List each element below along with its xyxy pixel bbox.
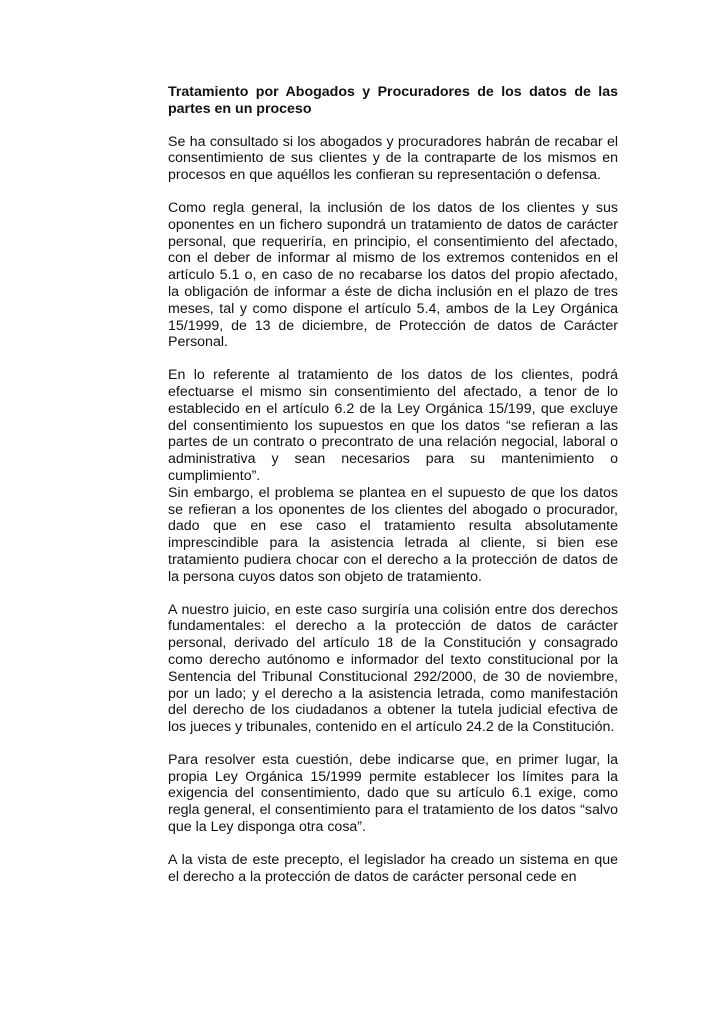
paragraph-1: Se ha consultado si los abogados y procuradores habrán de recabar el consentimiento de sus clientes y de la contraparte de los mismos en procesos en que aquéllos les confieran su representación o defensa.	[168, 133, 618, 184]
paragraph-3: En lo referente al tratamiento de los datos de los clientes, podrá efectuarse el mismo sin consentimiento del afectado, a tenor de lo establecido en el artículo 6.2 de la Ley Orgánica 15/199, que excluye del consentimiento los supuestos en que los datos “se refieran a las partes de un contrato o precontrato de una relación negocial, laboral o administrativa y sean necesarios para su mantenimiento o cumplimiento”.	[168, 367, 618, 484]
paragraph-7: A la vista de este precepto, el legislador ha creado un sistema en que el derecho a la protección de datos de carácter personal cede en	[168, 851, 618, 885]
document-page	[168, 84, 618, 901]
paragraph-6: Para resolver esta cuestión, debe indicarse que, en primer lugar, la propia Ley Orgánica 15/1999 permite establecer los límites para la exigencia del consentimiento, dado que su artículo 6.1 exige, como regla general, el consentimiento para el tratamiento de los datos “salvo que la Ley disponga otra cosa”.	[168, 751, 618, 836]
paragraph-4: Sin embargo, el problema se plantea en el supuesto de que los datos se refieran a los oponentes de los clientes del abogado o procurador, dado que en ese caso el tratamiento resulta absolutamente imprescindible para la asistencia letrada al cliente, si bien ese tratamiento pudiera chocar con el derecho a la protección de datos de la persona cuyos datos son objeto de tratamiento.	[168, 484, 618, 585]
paragraph-2: Como regla general, la inclusión de los datos de los clientes y sus oponentes en un fichero supondrá un tratamiento de datos de carácter personal, que requeriría, en principio, el consentimiento del afectado, con el deber de informar al mismo de los extremos contenidos en el artículo 5.1 o, en caso de no recabarse los datos del propio afectado, la obligación de informar a éste de dicha inclusión en el plazo de tres meses, tal y como dispone el artículo 5.4, ambos de la Ley Orgánica 15/1999, de 13 de diciembre, de Protección de datos de Carácter Personal.	[168, 199, 618, 351]
document-title: Tratamiento por Abogados y Procuradores de los datos de las partes en un proceso	[168, 84, 618, 117]
paragraph-5: A nuestro juicio, en este caso surgiría una colisión entre dos derechos fundamentales: el derecho a la protección de datos de carácter personal, derivado del artículo 18 de la Constitución y consagrado como derecho autónomo e informador del texto constitucional por la Sentencia del Tribunal Constitucional 292/2000, de 30 de noviembre, por un lado; y el derecho a la asistencia letrada, como manifestación del derecho de los ciudadanos a obtener la tutela judicial efectiva de los jueces y tribunales, contenido en el artículo 24.2 de la Constitución.	[168, 601, 618, 736]
